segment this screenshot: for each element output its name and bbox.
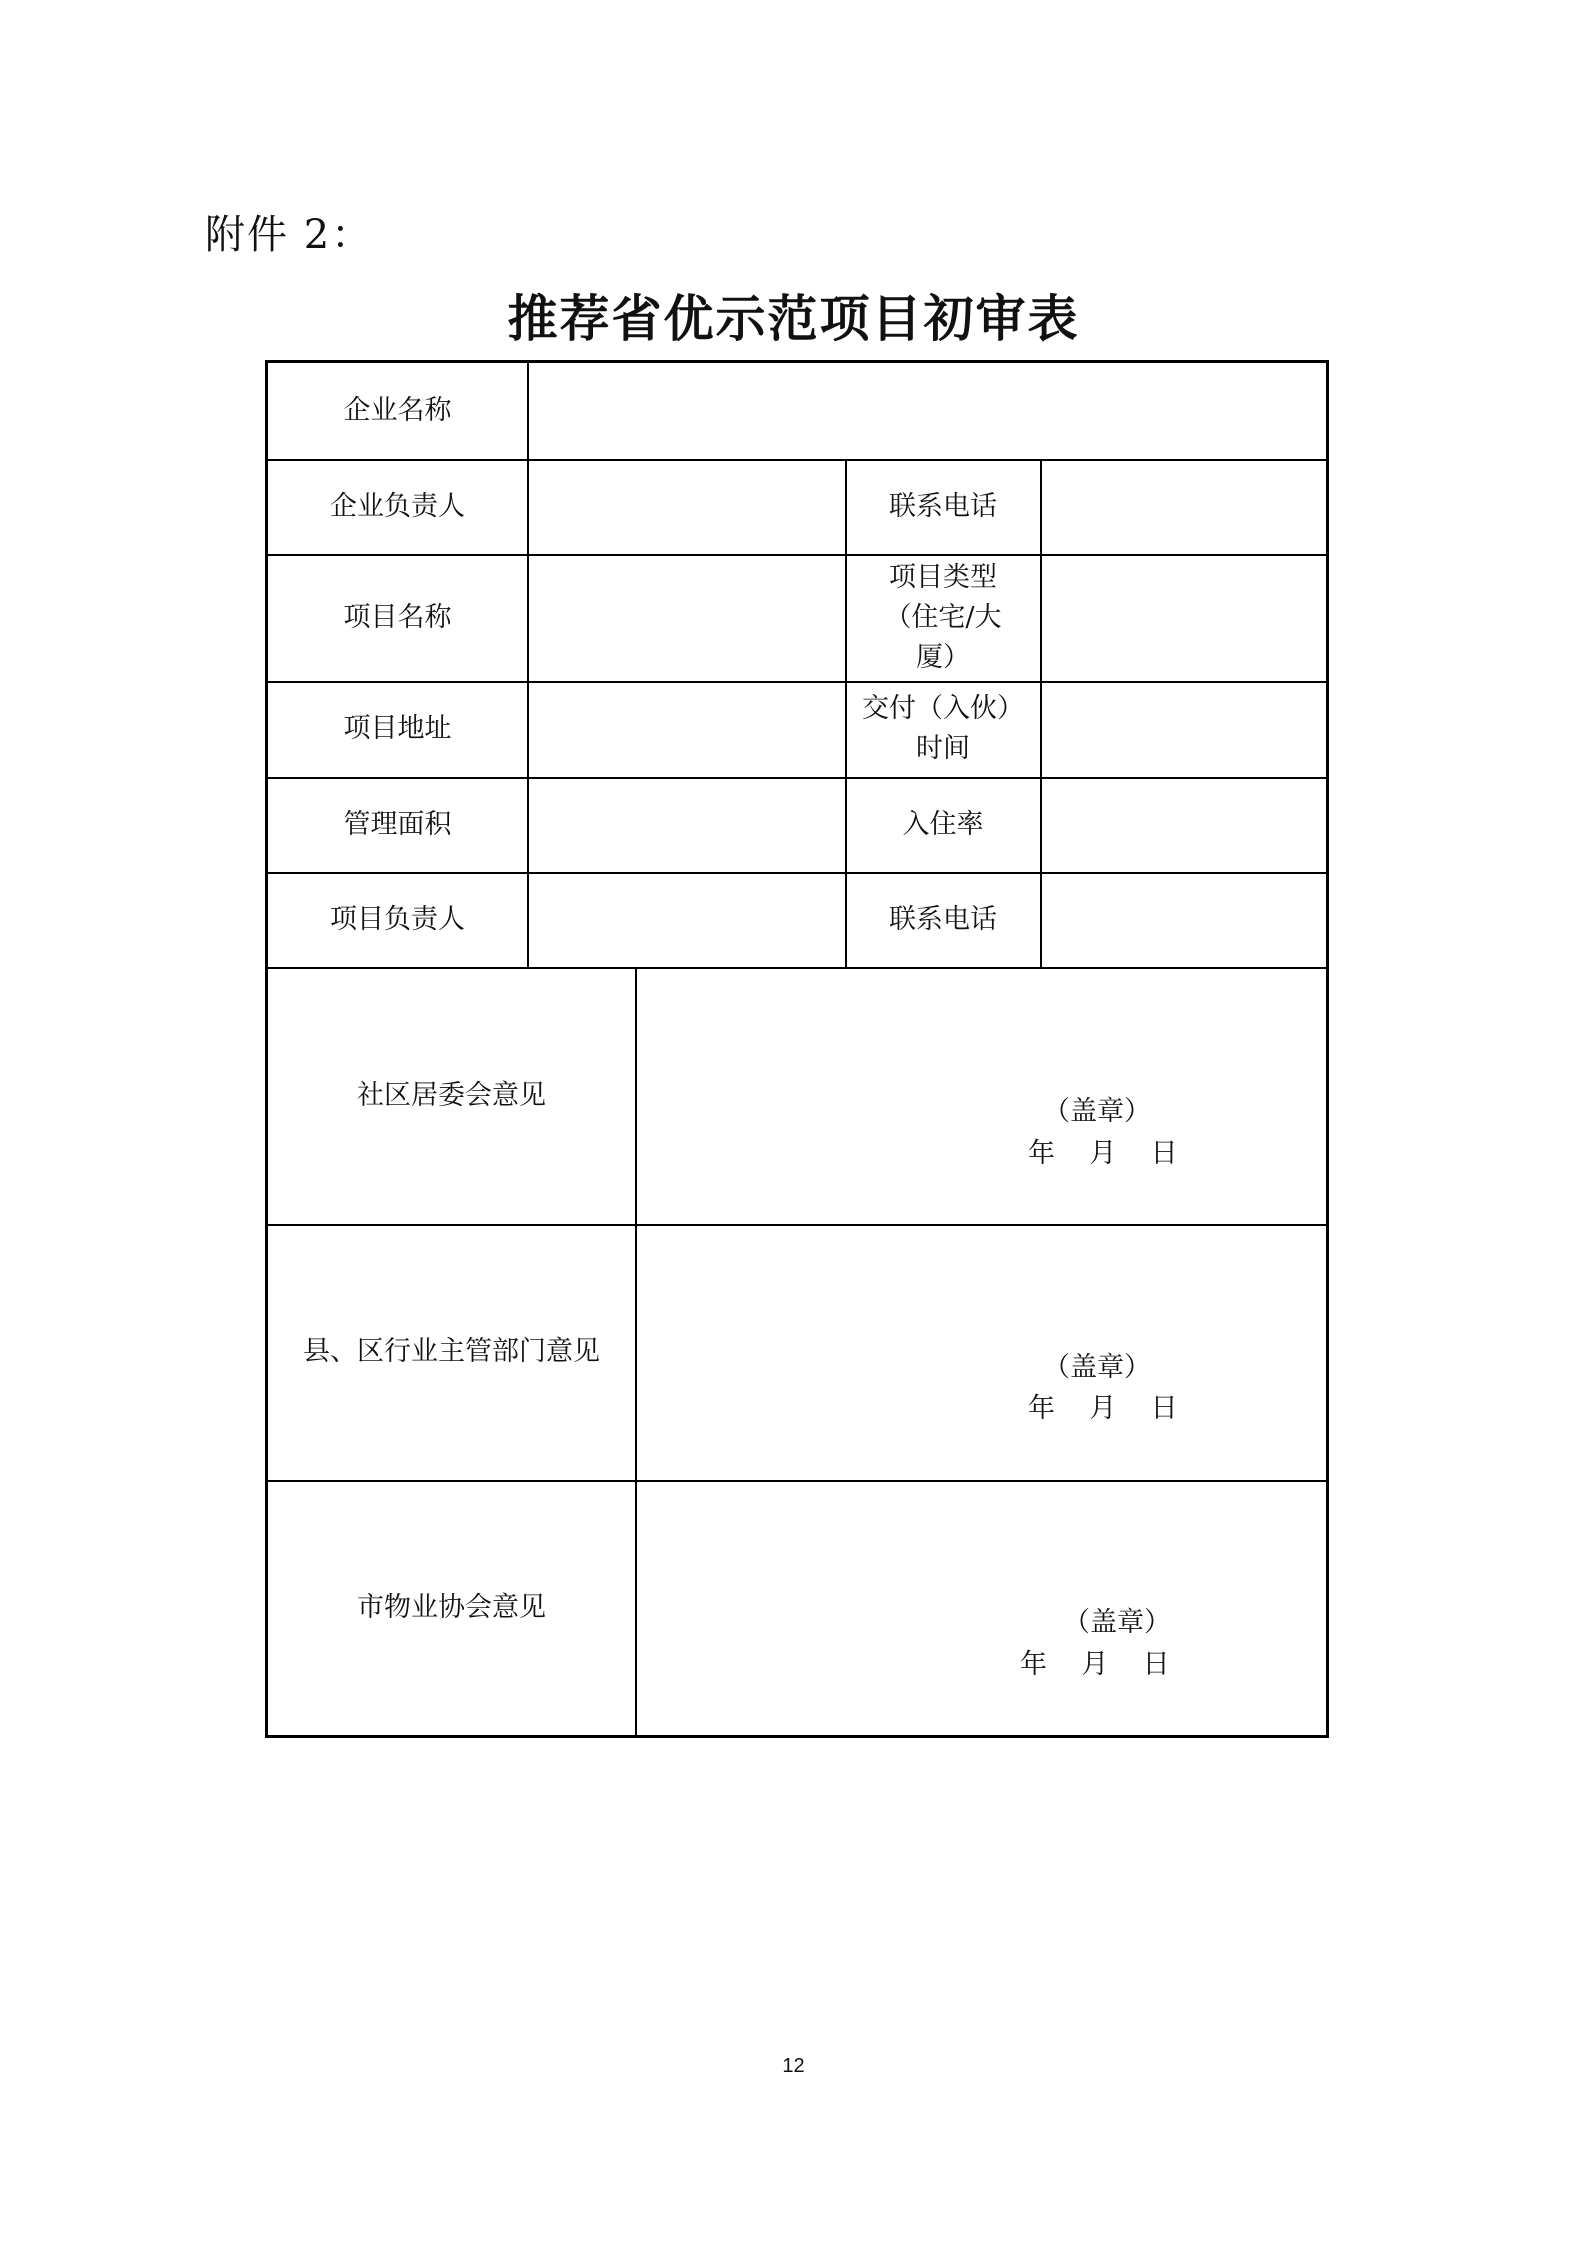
district-authority-opinion-label: 县、区行业主管部门意见 bbox=[303, 1336, 600, 1367]
managed-area-field[interactable] bbox=[528, 777, 845, 872]
page-number: 12 bbox=[782, 2055, 805, 2077]
date-line: 年 月 日 bbox=[1028, 1138, 1178, 1169]
project-type-field[interactable] bbox=[1041, 554, 1326, 681]
project-address-field[interactable] bbox=[528, 681, 845, 777]
contact-phone-label: 联系电话 bbox=[889, 903, 997, 935]
managed-area-label: 管理面积 bbox=[343, 808, 452, 840]
company-name-label: 企业名称 bbox=[343, 395, 452, 426]
contact-phone-field[interactable] bbox=[1041, 459, 1326, 554]
community-opinion-label: 社区居委会意见 bbox=[357, 1079, 546, 1111]
date-line: 年 月 日 bbox=[1020, 1649, 1170, 1680]
seal-note: （盖章） bbox=[1063, 1607, 1171, 1638]
project-address-label: 项目地址 bbox=[343, 713, 452, 744]
project-head-field[interactable] bbox=[528, 872, 845, 967]
date-line: 年 月 日 bbox=[1028, 1393, 1178, 1424]
project-name-label: 项目名称 bbox=[343, 601, 452, 633]
project-head-label: 项目负责人 bbox=[330, 903, 465, 935]
city-association-opinion-field[interactable] bbox=[636, 1480, 1326, 1735]
seal-note: （盖章） bbox=[1043, 1352, 1151, 1383]
district-authority-opinion-field[interactable] bbox=[636, 1224, 1326, 1480]
company-head-label: 企业负责人 bbox=[330, 490, 465, 522]
company-name-field[interactable] bbox=[528, 363, 1326, 459]
contact-phone-field[interactable] bbox=[1041, 872, 1326, 967]
city-association-opinion-label: 市物业协会意见 bbox=[357, 1591, 546, 1623]
occupancy-rate-label: 入住率 bbox=[902, 808, 984, 840]
attachment-label: 附件 2： bbox=[205, 212, 374, 258]
project-type-label: 项目类型（住宅/大厦） bbox=[884, 561, 1002, 673]
community-opinion-field[interactable] bbox=[636, 967, 1326, 1224]
seal-note: （盖章） bbox=[1043, 1096, 1151, 1127]
review-form-table bbox=[265, 360, 1329, 1738]
project-name-field[interactable] bbox=[528, 554, 845, 681]
contact-phone-label: 联系电话 bbox=[889, 490, 997, 522]
company-head-field[interactable] bbox=[528, 459, 845, 554]
occupancy-rate-field[interactable] bbox=[1041, 777, 1326, 872]
delivery-time-field[interactable] bbox=[1041, 681, 1326, 777]
delivery-time-label: 交付（入伙）时间 bbox=[862, 693, 1024, 764]
page-title: 推荐省优示范项目初审表 bbox=[507, 289, 1080, 348]
